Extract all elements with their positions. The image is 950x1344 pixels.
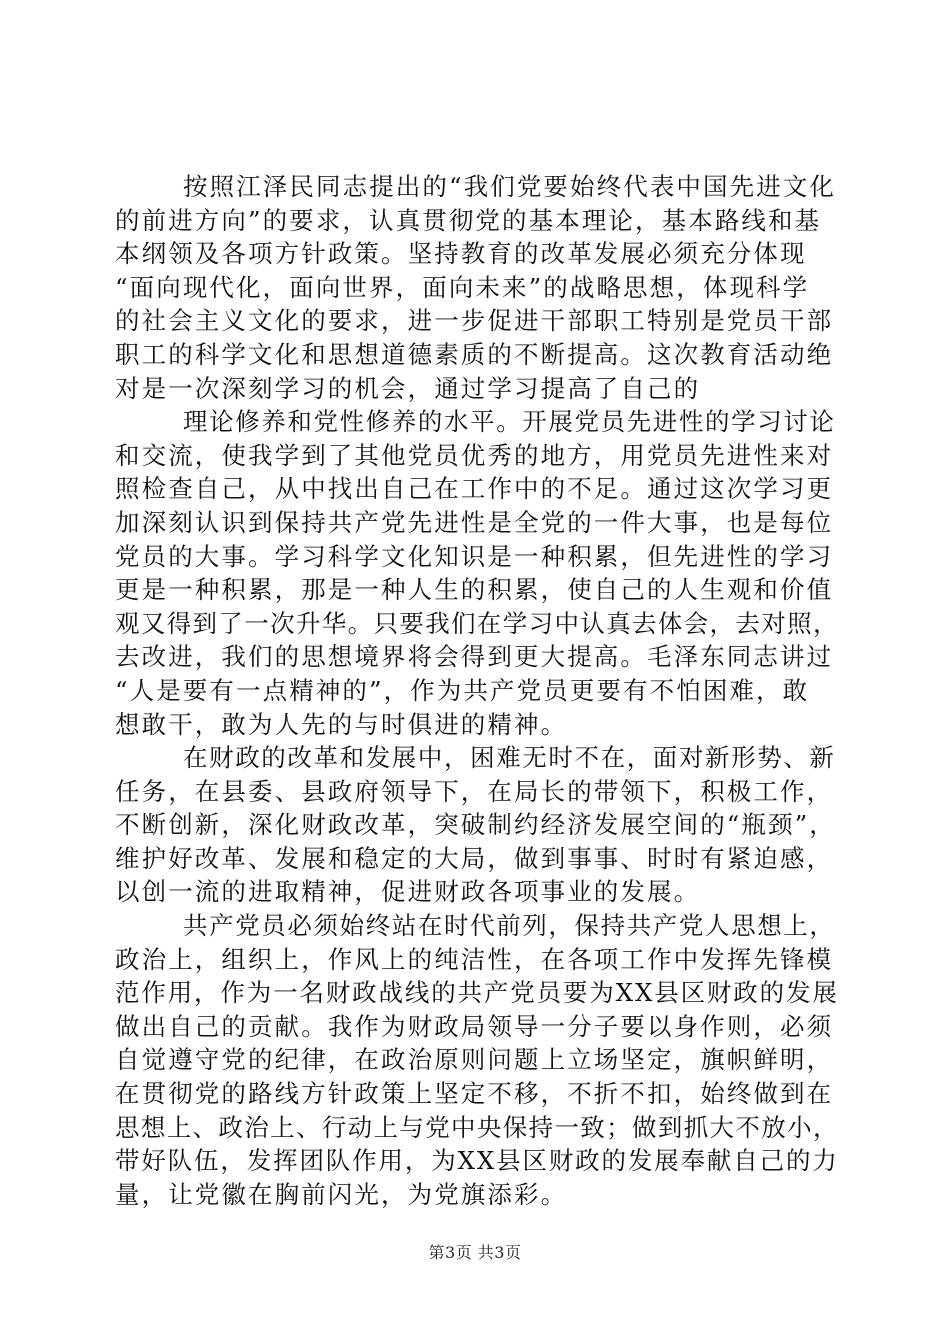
text-line: 加深刻认识到保持共产党先进性是全党的一件大事，也是每位 (115, 507, 834, 537)
text-line: 和交流，使我学到了其他党员优秀的地方，用党员先进性来对 (115, 440, 834, 470)
text-line: 思想上、政治上、行动上与党中央保持一致；做到抓大不放小， (115, 1112, 839, 1142)
text-line: 做出自己的贡献。我作为财政局领导一分子要以身作则，必须 (115, 1011, 834, 1041)
paragraph-first-line: 理论修养和党性修养的水平。开展党员先进性的学习讨论 (183, 407, 836, 437)
text-line: 自觉遵守党的纪律，在政治原则问题上立场坚定，旗帜鲜明， (115, 1045, 834, 1075)
text-line: 去改进，我们的思想境界将会得到更大提高。毛泽东同志讲过 (115, 642, 834, 672)
text-line: 更是一种积累，那是一种人生的积累，使自己的人生观和价值 (115, 575, 834, 605)
text-line: “面向现代化，面向世界，面向未来”的战略思想，体现科学 (115, 272, 810, 302)
text-line: 维护好改革、发展和稳定的大局，做到事事、时时有紧迫感， (115, 843, 834, 873)
text-line: 量，让党徽在胸前闪光，为党旗添彩。 (115, 1179, 568, 1209)
text-line: 对是一次深刻学习的机会，通过学习提高了自己的 (115, 373, 701, 403)
paragraph-first-line: 在财政的改革和发展中，困难无时不在，面对新形势、新 (183, 743, 836, 773)
page-footer: 第3页 共3页 (428, 1243, 522, 1262)
text-line: 的社会主义文化的要求，进一步促进干部职工特别是党员干部 (115, 306, 834, 336)
text-line: 任务，在县委、县政府领导下，在局长的带领下，积极工作， (115, 776, 834, 806)
text-line: “人是要有一点精神的”，作为共产党员更要有不怕困难，敢 (115, 675, 810, 705)
text-line: 不断创新，深化财政改革，突破制约经济发展空间的“瓶颈”， (115, 810, 836, 840)
text-line: 范作用，作为一名财政战线的共产党员要为XX县区财政的发展 (115, 978, 839, 1008)
text-line: 政治上，组织上，作风上的纯洁性，在各项工作中发挥先锋模 (115, 944, 834, 974)
paragraph-first-line: 共产党员必须始终站在时代前列，保持共产党人思想上， (183, 911, 836, 941)
text-line: 在贯彻党的路线方针政策上坚定不移，不折不扣，始终做到在 (115, 1079, 834, 1109)
text-line: 照检查自己，从中找出自己在工作中的不足。通过这次学习更 (115, 474, 834, 504)
text-line: 本纲领及各项方针政策。坚持教育的改革发展必须充分体现 (115, 239, 807, 269)
text-line: 观又得到了一次升华。只要我们在学习中认真去体会，去对照， (115, 608, 839, 638)
text-line: 带好队伍，发挥团队作用，为XX县区财政的发展奉献自己的力 (115, 1146, 839, 1176)
text-line: 职工的科学文化和思想道德素质的不断提高。这次教育活动绝 (115, 339, 834, 369)
body-text (115, 170, 840, 1211)
text-line: 党员的大事。学习科学文化知识是一种积累，但先进性的学习 (115, 541, 834, 571)
text-line: 想敢干，敢为人先的与时俱进的精神。 (115, 709, 568, 739)
text-line: 的前进方向”的要求，认真贯彻党的基本理论，基本路线和基 (115, 205, 822, 235)
text-line: 以创一流的进取精神，促进财政各项事业的发展。 (115, 877, 701, 907)
paragraph-first-line: 按照江泽民同志提出的“我们党要始终代表中国先进文化 (183, 172, 837, 201)
